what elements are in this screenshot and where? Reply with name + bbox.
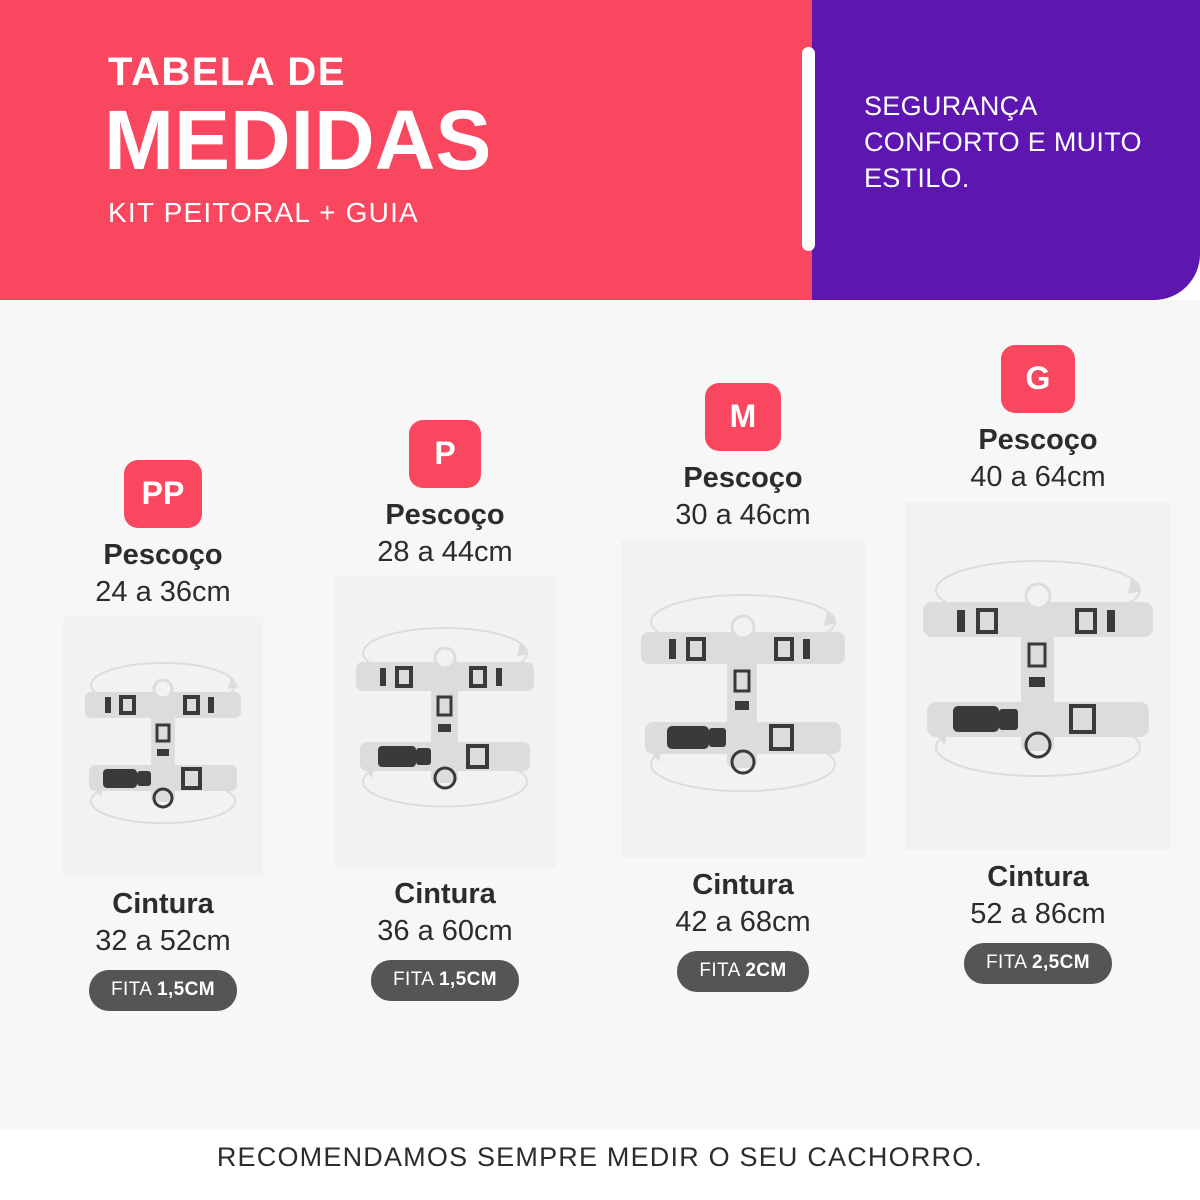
harness-icon-p — [334, 577, 556, 867]
fita-prefix-p: FITA — [393, 969, 439, 991]
harness-icon-m — [621, 540, 865, 858]
harness-icon-pp — [63, 617, 263, 877]
fita-prefix-g: FITA — [986, 952, 1032, 974]
fita-badge-g — [964, 943, 1112, 984]
fita-value-pp: 1,5CM — [157, 979, 215, 1001]
fita-value-m: 2CM — [745, 960, 787, 982]
neck-label-pp: Pescoço — [103, 539, 223, 571]
fita-badge-p — [371, 960, 519, 1001]
size-badge-g: G — [1001, 345, 1075, 413]
sizes-area — [0, 300, 1200, 1130]
fita-badge-m — [677, 951, 808, 992]
size-badge-p: P — [409, 420, 481, 488]
neck-label-p: Pescoço — [385, 499, 505, 531]
waist-label-pp: Cintura — [112, 888, 214, 921]
neck-value-g: 40 a 64cm — [970, 461, 1106, 494]
waist-label-g: Cintura — [987, 861, 1089, 894]
header-divider — [802, 47, 815, 251]
harness-icon-g — [905, 502, 1171, 850]
waist-value-p: 36 a 60cm — [377, 915, 513, 948]
neck-value-pp: 24 a 36cm — [95, 576, 231, 609]
neck-label-m: Pescoço — [683, 462, 803, 494]
fita-badge-pp — [89, 970, 237, 1011]
fita-value-p: 1,5CM — [439, 969, 497, 991]
waist-value-m: 42 a 68cm — [675, 906, 811, 939]
header — [0, 0, 1200, 300]
waist-value-pp: 32 a 52cm — [95, 925, 231, 958]
header-tagline: SEGURANÇA CONFORTO E MUITO ESTILO. — [864, 91, 1142, 194]
page-title: MEDIDAS — [104, 93, 492, 187]
neck-value-m: 30 a 46cm — [675, 499, 811, 532]
page-title-small: TABELA DE — [108, 50, 346, 94]
page-subtitle: KIT PEITORAL + GUIA — [108, 197, 419, 228]
waist-label-p: Cintura — [394, 878, 496, 911]
footer — [0, 1130, 1200, 1200]
size-column-pp — [13, 460, 313, 1011]
neck-label-g: Pescoço — [978, 424, 1098, 456]
waist-label-m: Cintura — [692, 869, 794, 902]
size-column-m — [593, 383, 893, 992]
waist-value-g: 52 a 86cm — [970, 898, 1106, 931]
size-column-g — [888, 345, 1188, 984]
size-badge-pp: PP — [124, 460, 202, 528]
neck-value-p: 28 a 44cm — [377, 536, 513, 569]
size-badge-m: M — [705, 383, 781, 451]
fita-prefix-pp: FITA — [111, 979, 157, 1001]
footer-note: RECOMENDAMOS SEMPRE MEDIR O SEU CACHORRO. — [216, 1142, 984, 1172]
fita-prefix-m: FITA — [699, 960, 746, 982]
fita-value-g: 2,5CM — [1032, 952, 1090, 974]
size-column-p — [295, 420, 595, 1001]
